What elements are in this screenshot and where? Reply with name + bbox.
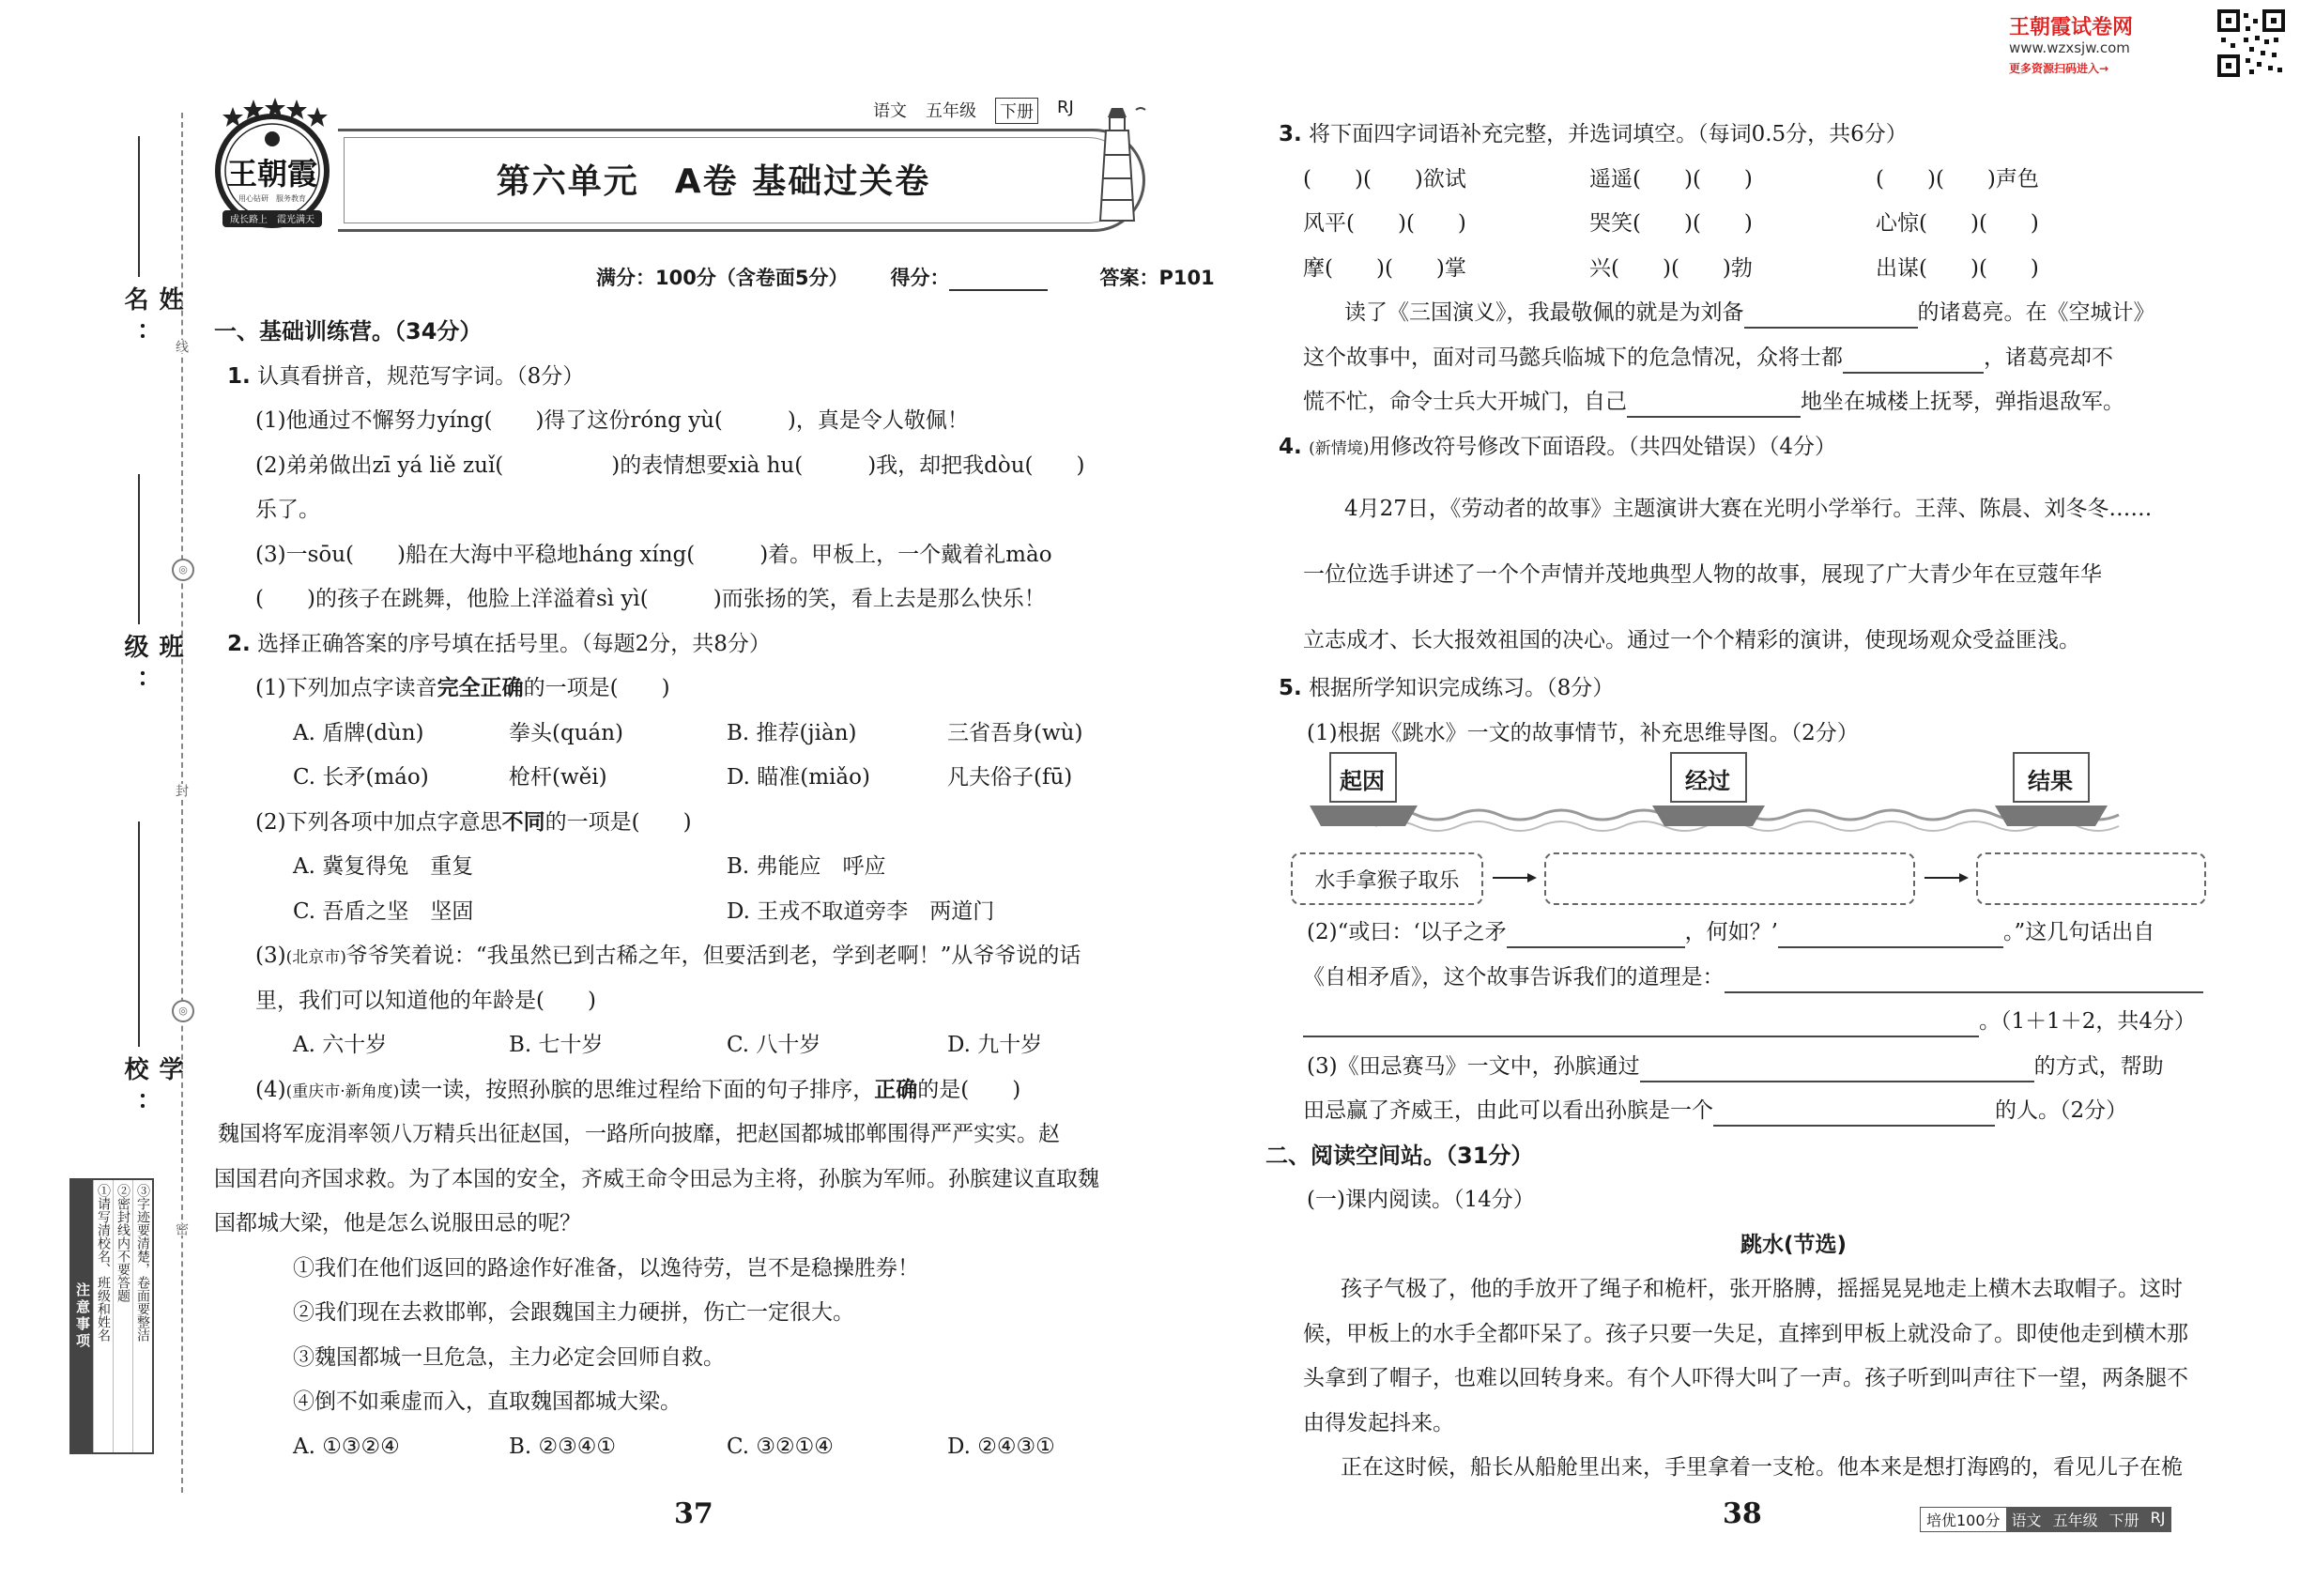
footer-volume: 下册 bbox=[2104, 1508, 2145, 1531]
q3-passage-3: 慌不忙，命令士兵大开城门，自己 地坐在城楼上抚琴，弹指退敌军。 bbox=[1265, 380, 2284, 425]
q1-3: (3)一sōu( )船在大海中平稳地háng xíng( )着。甲板上，一个戴着礼mào bbox=[255, 542, 1052, 567]
q5-2: (2)“或曰：‘以子之矛 ，何如？’ 。”这几句话出自 bbox=[1265, 911, 2284, 956]
q3-word-1[interactable]: ( )( )欲试 bbox=[1303, 166, 1466, 192]
q2-3-option-b[interactable]: B. 七十岁 bbox=[509, 1033, 604, 1057]
q3-word-3[interactable]: ( )( )声色 bbox=[1876, 166, 2039, 192]
q2-3-option-a[interactable]: A. 六十岁 bbox=[293, 1033, 388, 1057]
q5-2-blank-1[interactable] bbox=[1507, 918, 1685, 948]
footer-subject: 语文 bbox=[2006, 1508, 2047, 1531]
q5-2-blank-3[interactable] bbox=[1725, 963, 2203, 993]
q2-2-options-ab bbox=[214, 845, 1181, 890]
q2-2-option-a[interactable]: A. 冀复得兔 重复 bbox=[293, 854, 474, 879]
q4-text-2: 一位位选手讲述了一个个声情并茂地典型人物的故事，展现了广大青少年在豆蔻年华 bbox=[1303, 562, 2102, 587]
name-label: 姓名： bbox=[120, 286, 183, 358]
q2-4-option-a[interactable]: A. ①③②④ bbox=[293, 1434, 400, 1459]
q2-2-option-b[interactable]: B. 弗能应 呼应 bbox=[727, 854, 886, 879]
q2-4-sentence-2: ②我们现在去救邯郸，会跟魏国主力硬拼，伤亡一定很大。 bbox=[293, 1300, 854, 1325]
q2-4-passage-3: 国都城大梁，他是怎么说服田忌的呢？ bbox=[214, 1211, 581, 1235]
reading-para-2: 候，甲板上的水手全都吓呆了。孩子只要一失足，直摔到甲板上就没命了。即使他走到横木那 bbox=[1303, 1321, 2188, 1346]
q3-word-2[interactable]: 遥遥( )( ) bbox=[1589, 166, 1753, 192]
q2-3-option-d[interactable]: D. 九十岁 bbox=[947, 1033, 1043, 1057]
q3-words-row-2 bbox=[1265, 202, 2284, 247]
q5-3-blank-2[interactable] bbox=[1713, 1097, 1995, 1127]
q2-4-option-c[interactable]: C. ③②①④ bbox=[727, 1434, 834, 1459]
svg-text:用心钻研 服务教育: 用心钻研 服务教育 bbox=[238, 194, 306, 203]
q2-4: (4)(重庆市·新角度)读一读，按照孙膑的思维过程给下面的句子排序，正确的是( ) bbox=[255, 1077, 1021, 1102]
q2-1-option-a2: 拳头(quán) bbox=[509, 720, 624, 745]
q2-3-cont: 里，我们可以知道他的年龄是( ) bbox=[255, 988, 596, 1013]
footer-tag bbox=[1920, 1507, 2171, 1532]
q4-text-3: 立志成才、长大报效祖国的决心。通过一个个精彩的演讲，使现场观众受益匪浅。 bbox=[1303, 628, 2080, 652]
q2-2-option-d[interactable]: D. 王戎不取道旁李 两道门 bbox=[727, 898, 995, 924]
q2-4-option-b[interactable]: B. ②③④① bbox=[509, 1434, 617, 1459]
right-questions bbox=[1265, 113, 2284, 756]
brand-logo-icon bbox=[202, 94, 343, 235]
q2-3-options bbox=[214, 1023, 1181, 1068]
q3-word-7[interactable]: 摩( )( )掌 bbox=[1303, 255, 1466, 281]
q4-text-1: 4月27日，《劳动者的故事》主题演讲大赛在光明小学举行。王萍、陈晨、刘冬冬…… bbox=[1344, 497, 2153, 521]
q2-4-passage-1: 魏国将军庞涓率领八万精兵出征赵国，一路所向披靡，把赵国都城邯郸围得严严实实。赵 bbox=[218, 1122, 1060, 1146]
qr-code-icon[interactable] bbox=[2217, 9, 2285, 77]
mind-map-end-label: 结果 bbox=[2028, 768, 2073, 794]
left-questions bbox=[214, 310, 1181, 1469]
q2-3: (3)(北京市)爷爷笑着说：“我虽然已到古稀之年，但要活到老，学到老啊！”从爷爷说的话 bbox=[255, 944, 1081, 968]
right-page bbox=[1220, 0, 2300, 1596]
school-label: 学校： bbox=[120, 1056, 183, 1128]
q2-4-sentence-3: ③魏国都城一旦危急，主力必定会回师自救。 bbox=[293, 1344, 725, 1370]
q3-blank-2[interactable] bbox=[1843, 344, 1984, 374]
q3-word-5[interactable]: 哭笑( )( ) bbox=[1589, 211, 1753, 236]
q3-passage-1: 读了《三国演义》，我最敬佩的就是为刘备 的诸葛亮。在《空城计》 bbox=[1265, 291, 2284, 336]
class-label: 班级： bbox=[120, 634, 183, 705]
q2-1-option-d1[interactable]: D. 瞄准(miǎo) bbox=[727, 765, 870, 790]
score-line bbox=[596, 263, 1215, 291]
q5-3-blank-1[interactable] bbox=[1640, 1052, 2034, 1082]
brand-name: 王朝霞试卷网 bbox=[2009, 16, 2134, 39]
notice-title: 注意事项 bbox=[71, 1180, 93, 1452]
q2-4-sentence-4: ④倒不如乘虚而入，直取魏国都城大梁。 bbox=[293, 1389, 682, 1414]
mind-map-middle-label: 经过 bbox=[1685, 768, 1730, 794]
footer-series: 培优100分 bbox=[1926, 1512, 2001, 1529]
q3-word-9[interactable]: 出谋( )( ) bbox=[1876, 255, 2039, 281]
q2-1-option-c1[interactable]: C. 长矛(máo) bbox=[293, 765, 429, 790]
q2-2-option-c[interactable]: C. 吾盾之坚 坚固 bbox=[293, 898, 474, 924]
svg-text:王朝霞: 王朝霞 bbox=[226, 156, 318, 192]
q2-2-options-cd bbox=[214, 890, 1181, 935]
q3-words-row-1 bbox=[1265, 158, 2284, 203]
q1-2-cont: 乐了。 bbox=[255, 498, 320, 522]
q2-1: (1)下列加点字读音完全正确的一项是( ) bbox=[255, 676, 670, 700]
footer-grade: 五年级 bbox=[2047, 1508, 2104, 1531]
binding-hole-2: ◎ bbox=[172, 1000, 194, 1022]
brand-url[interactable]: www.wzxsjw.com bbox=[2009, 39, 2130, 56]
q2-1-option-b2: 三省吾身(wù) bbox=[947, 720, 1083, 745]
notice-item-2: ②密封线内不要答题 bbox=[113, 1180, 132, 1452]
q2-4-options bbox=[214, 1425, 1181, 1470]
q2-heading: 2. 选择正确答案的序号填在括号里。（每题2分，共8分） bbox=[227, 631, 771, 656]
q5-2-cont: 《自相矛盾》，这个故事告诉我们的道理是： bbox=[1265, 956, 2284, 1001]
q3-blank-1[interactable] bbox=[1744, 299, 1918, 329]
right-questions-2 bbox=[1265, 911, 2284, 1491]
q2-4-passage-2: 国国君向齐国求救。为了本国的安全，齐威王命令田忌为主将，孙膑为军师。孙膑建议直取魏 bbox=[214, 1166, 1099, 1191]
q2-3-option-c[interactable]: C. 八十岁 bbox=[727, 1033, 821, 1057]
reading-para-5: 正在这时候，船长从船舱里出来，手里拿着一支枪。他本来是想打海鸥的，看见儿子在桅 bbox=[1341, 1455, 2183, 1480]
reading-title: 跳水(节选) bbox=[1740, 1232, 1848, 1257]
brand-tip: 更多资源扫码进入→ bbox=[2009, 62, 2109, 75]
q5-2-blank-4[interactable] bbox=[1303, 1007, 1979, 1037]
subject-label: 语文 bbox=[873, 101, 907, 121]
notice-item-3: ③字迹要清楚，卷面要整洁 bbox=[132, 1180, 152, 1452]
q5-2-cont-2: 。（1＋1＋2，共4分） bbox=[1265, 1000, 2284, 1045]
mind-map bbox=[1291, 751, 2277, 911]
q3-heading: 3. 将下面四字词语补充完整，并选词填空。（每词0.5分，共6分） bbox=[1279, 122, 1908, 146]
page-number-left: 37 bbox=[674, 1497, 713, 1530]
section-1-heading: 一、基础训练营。（34分） bbox=[214, 318, 483, 345]
brand-banner bbox=[2009, 9, 2291, 80]
q2-1-options-cd bbox=[214, 756, 1181, 801]
section-2-heading: 二、阅读空间站。（31分） bbox=[1265, 1142, 1534, 1169]
page-title: 第六单元 A卷 基础过关卷 bbox=[496, 162, 931, 201]
mind-map-box-1: 水手拿猴子取乐 bbox=[1291, 852, 1483, 905]
q2-4-sentence-1: ①我们在他们返回的路途作好准备，以逸待劳，岂不是稳操胜券！ bbox=[293, 1255, 919, 1281]
full-score: 满分：100分（含卷面5分） bbox=[596, 267, 849, 289]
reading-para-3: 头拿到了帽子，也难以回转身来。有个人吓得大叫了一声。孩子听到叫声往下一望，两条腿不 bbox=[1303, 1366, 2188, 1390]
q5-2-blank-2[interactable] bbox=[1778, 918, 2003, 948]
q3-word-6[interactable]: 心惊( )( ) bbox=[1876, 211, 2039, 236]
seal-mark-1: 线 bbox=[174, 340, 189, 353]
section-2-sub-1: (一)课内阅读。（14分） bbox=[1307, 1188, 1535, 1212]
mind-map-start-label: 起因 bbox=[1340, 768, 1385, 794]
seal-mark-2: 封 bbox=[174, 784, 189, 797]
q5-3-cont: 田忌赢了齐威王，由此可以看出孙膑是一个 的人。（2分） bbox=[1265, 1089, 2284, 1134]
reading-para-4: 由得发起抖来。 bbox=[1303, 1410, 1454, 1435]
q2-2: (2)下列各项中加点字意思不同的一项是( ) bbox=[255, 809, 692, 835]
volume-label: 下册 bbox=[995, 98, 1038, 124]
q2-1-option-d2: 凡夫俗子(fū) bbox=[947, 765, 1073, 790]
q5-1: (1)根据《跳水》一文的故事情节，补充思维导图。（2分） bbox=[1307, 720, 1859, 745]
score-label: 得分： bbox=[890, 267, 950, 289]
svg-text:成长路上 霞光满天: 成长路上 霞光满天 bbox=[230, 215, 314, 225]
edition-label: RJ bbox=[1057, 98, 1074, 117]
seal-mark-3: 密 bbox=[174, 1222, 189, 1235]
q1-2: (2)弟弟做出zī yá liě zuǐ( )的表情想要xià hu( )我，却把我dòu( ) bbox=[255, 453, 1085, 478]
q5-3: (3)《田忌赛马》一文中，孙膑通过 的方式，帮助 bbox=[1265, 1045, 2284, 1090]
q2-1-option-a1[interactable]: A. 盾牌(dùn) bbox=[293, 720, 424, 745]
mind-map-box-3[interactable] bbox=[1976, 852, 2206, 905]
page-number-right: 38 bbox=[1723, 1497, 1762, 1530]
q3-words-row-3 bbox=[1265, 247, 2284, 292]
mind-map-box-2[interactable] bbox=[1544, 852, 1915, 905]
answer-ref: 答案：P101 bbox=[1099, 267, 1215, 289]
q4-heading: 4. (新情境)用修改符号修改下面语段。（共四处错误）（4分） bbox=[1279, 434, 1836, 459]
q3-word-8[interactable]: 兴( )( )勃 bbox=[1589, 255, 1753, 281]
notice-box bbox=[69, 1178, 154, 1454]
notice-item-1: ①请写清校名、班级和姓名 bbox=[93, 1180, 113, 1452]
q3-word-4[interactable]: 风平( )( ) bbox=[1303, 211, 1466, 236]
q1-heading: 1. 认真看拼音，规范写字词。（8分） bbox=[227, 363, 585, 389]
binding-hole-1: ◎ bbox=[172, 559, 194, 581]
subject-info bbox=[873, 98, 1074, 124]
footer-edition: RJ bbox=[2145, 1508, 2171, 1531]
q2-1-option-b1[interactable]: B. 推荐(jiàn) bbox=[727, 720, 857, 745]
q3-passage-2: 这个故事中，面对司马懿兵临城下的危急情况，众将士都 ，诸葛亮却不 bbox=[1265, 336, 2284, 381]
q2-1-option-c2: 枪杆(wěi) bbox=[509, 765, 607, 790]
q2-4-option-d[interactable]: D. ②④③① bbox=[947, 1434, 1055, 1459]
q1-3-cont: ( )的孩子在跳舞，他脸上洋溢着sì yì( )而张扬的笑，看上去是那么快乐！ bbox=[255, 587, 1046, 611]
q2-1-options-ab bbox=[214, 712, 1181, 757]
grade-label: 五年级 bbox=[926, 101, 976, 121]
q1-1: (1)他通过不懈努力yíng( )得了这份róng yù( )，真是令人敬佩！ bbox=[255, 408, 969, 433]
lighthouse-icon bbox=[1080, 99, 1155, 230]
q5-heading: 5. 根据所学知识完成练习。（8分） bbox=[1279, 676, 1615, 700]
q3-blank-3[interactable] bbox=[1627, 388, 1801, 418]
score-blank[interactable] bbox=[949, 263, 1048, 291]
reading-para-1: 孩子气极了，他的手放开了绳子和桅杆，张开胳膊，摇摇晃晃地走上横木去取帽子。这时 bbox=[1341, 1277, 2183, 1301]
